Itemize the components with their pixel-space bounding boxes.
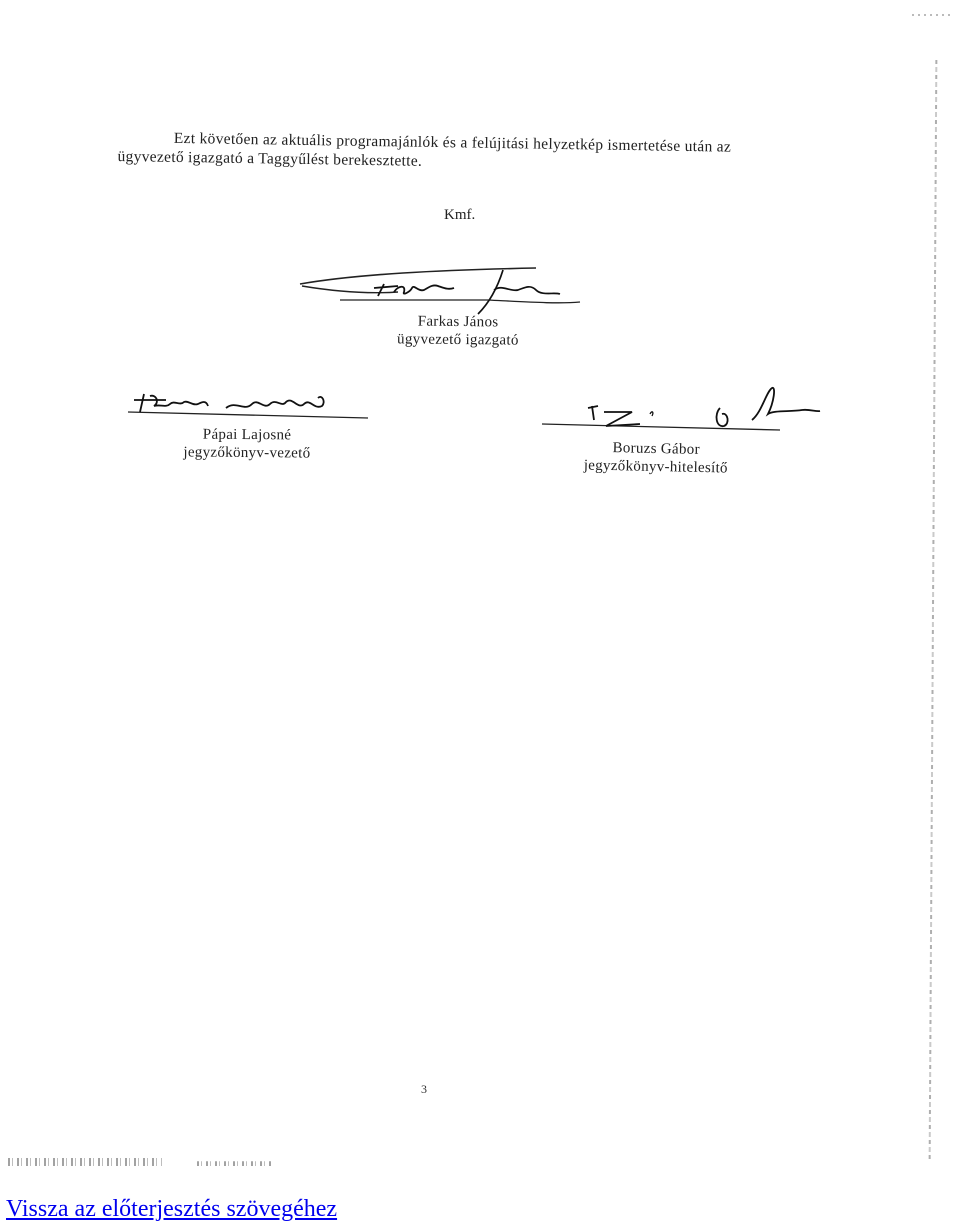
back-to-proposal-link[interactable]: Vissza az előterjesztés szövegéhez: [6, 1196, 338, 1222]
signatory-name: Pápai Lajosné: [202, 426, 292, 444]
scan-artifact-top: [912, 14, 952, 16]
signatory-name: Boruzs Gábor: [612, 440, 701, 458]
signatory-boruzs: [566, 438, 747, 478]
paragraph-line-1: Ezt követően az aktuális programajánlók és a felújitási helyzetkép ismertetése után az: [173, 129, 732, 156]
signatory-role: ügyvezető igazgató: [397, 331, 519, 349]
signatory-farkas: [378, 312, 538, 350]
signatory-role: jegyzőkönyv-hitelesítő: [583, 457, 728, 477]
signature-farkas-handwritten: [298, 262, 583, 317]
page-number: 3: [421, 1082, 427, 1096]
signatory-role: jegyzőkönyv-vezető: [183, 444, 311, 462]
signatory-name: Farkas János: [417, 313, 499, 331]
closing-paragraph: [117, 128, 818, 177]
signature-papai-handwritten: [126, 390, 371, 425]
kmf-label: Kmf.: [444, 207, 476, 223]
scan-page-edge: [929, 60, 938, 1160]
signature-boruzs-handwritten: [540, 384, 822, 436]
signatory-papai: [162, 425, 332, 462]
paragraph-line-2: ügyvezető igazgató a Taggyűlést berekesztette.: [117, 147, 423, 170]
scan-artifact-bottom: [8, 1158, 273, 1166]
